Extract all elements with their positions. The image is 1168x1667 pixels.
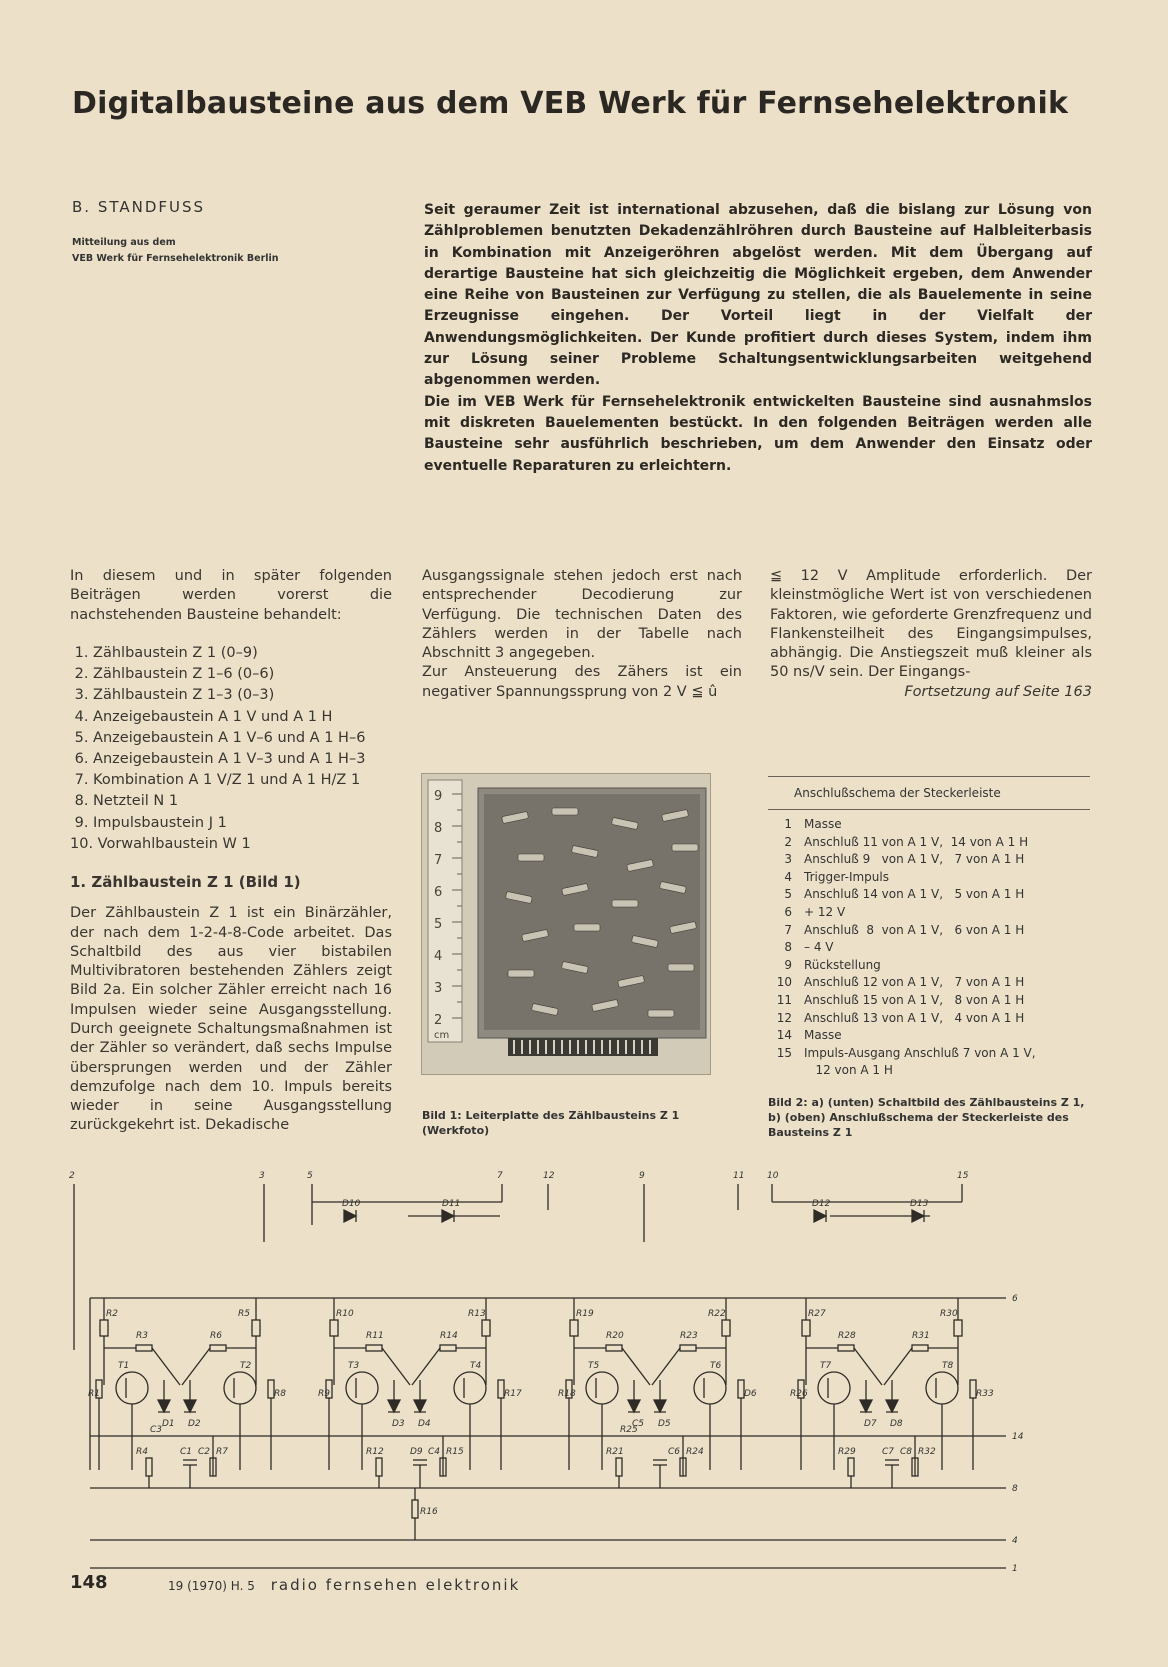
schematic-label: R18 [558,1389,576,1399]
baustein-list-item: 10. Vorwahlbaustein W 1 [70,835,251,852]
pin-row [768,957,1090,975]
resistor [570,1320,578,1336]
pin-row [768,851,1090,869]
schematic-label: D2 [188,1419,201,1429]
schematic-label: C2 [198,1447,211,1457]
schematic-label: D7 [864,1419,877,1429]
schematic-label: R10 [336,1309,354,1319]
schematic-label: T2 [240,1361,252,1371]
author: B. STANDFUSS [72,198,206,216]
schematic-label: C1 [180,1447,193,1457]
baustein-list-item: 4. Anzeigebaustein A 1 V und A 1 H [70,708,333,725]
schematic-wire [854,1348,882,1385]
baustein-list-item: 9. Impulsbaustein J 1 [70,814,227,831]
schematic-label: 5 [307,1171,313,1181]
schematic-label: R20 [606,1331,624,1341]
schematic-label: R3 [136,1331,148,1341]
baustein-list-item: 3. Zählbaustein Z 1–3 (0–3) [70,687,275,704]
schematic-label: T8 [942,1361,954,1371]
resistor [848,1458,854,1476]
pin-number: 3 [784,852,792,867]
pin-number: 8 [784,940,792,955]
schematic-label: D10 [342,1199,361,1209]
diode [414,1400,426,1412]
schematic-wire [622,1348,650,1385]
schematic-label: R17 [504,1389,522,1399]
schematic-label: R16 [420,1507,438,1517]
column-2 [422,567,742,702]
schematic-label: 15 [957,1171,969,1181]
ruler-unit: cm [434,1030,450,1041]
schematic-label: D11 [442,1199,461,1209]
transistor [116,1372,148,1404]
schematic-wire [884,1348,912,1385]
pin-description: Impuls-Ausgang Anschluß 7 von A 1 V, 12 von A 1 H [804,1045,1036,1078]
schematic-label: 14 [1012,1432,1024,1442]
board-component [648,1010,674,1017]
schematic-wire [412,1348,440,1385]
schematic-label: R1 [88,1389,100,1399]
ruler-tick-label: 9 [434,789,443,804]
schematic-label: R32 [918,1447,936,1457]
journal-issue: 19 (1970) H. 5 [168,1579,255,1593]
diode [654,1400,666,1412]
schematic-label: D5 [658,1419,671,1429]
pin-number: 12 [776,1010,792,1025]
baustein-list-item: 8. Netzteil N 1 [70,793,179,810]
diode [388,1400,400,1412]
footer [70,1572,521,1594]
pin-description: Anschluß 12 von A 1 V, 7 von A 1 H [804,975,1025,990]
board-component [612,900,638,907]
pin-description: Masse [804,817,842,831]
resistor [912,1345,928,1351]
schematic-label: R22 [708,1309,726,1319]
schematic-label: D12 [812,1199,831,1209]
pin-row [768,1045,1090,1080]
schematic-label: R8 [274,1389,286,1399]
schematic-label: 1 [1012,1564,1018,1574]
col1-intro: In diesem und in später folgenden Beiträgen werden vorerst die nachstehenden Bausteine behandelt: [70,568,392,623]
col3-text: ≦ 12 V Amplitude erforderlich. Der kleinstmögliche Wert ist von verschiedenen Faktoren, wie geforderte Grenzfrequenz und Flankensteilheit des Eingangsimpulses, abhängig. Die Anstiegszeit muß kleiner als 50 ns/V sein. Der Eingangs- [770,568,1092,681]
schematic-wire [382,1348,410,1385]
schematic-label: R6 [210,1331,222,1341]
pin-description: Anschluß 15 von A 1 V, 8 von A 1 H [804,992,1025,1007]
schematic-label: 4 [1012,1536,1018,1546]
pin-row [768,816,1090,834]
schematic-label: T4 [470,1361,482,1371]
schematic-label: R25 [620,1425,638,1435]
board-component [518,854,544,861]
diode [628,1400,640,1412]
page-number: 148 [70,1572,108,1593]
schematic-label: C6 [668,1447,681,1457]
schematic-label: R31 [912,1331,930,1341]
board-component [574,924,600,931]
ruler-tick-label: 8 [434,821,443,836]
pin-description: Anschluß 11 von A 1 V, 14 von A 1 H [804,834,1029,849]
resistor [722,1320,730,1336]
pin-number: 9 [784,957,792,972]
pin-number: 15 [776,1045,792,1060]
pin-row [768,904,1090,922]
pin-number: 5 [784,887,792,902]
diode [912,1210,924,1222]
resistor [330,1320,338,1336]
resistor [802,1320,810,1336]
resistor [616,1458,622,1476]
transistor [224,1372,256,1404]
schematic-label: C5 [632,1419,645,1429]
intro-abstract [424,200,1092,477]
ruler-tick-label: 4 [434,949,443,964]
pin-table-rows [768,816,1090,1080]
schematic-label: R30 [940,1309,958,1319]
resistor [136,1345,152,1351]
pin-description: Rückstellung [804,957,881,972]
pin-number: 6 [784,904,792,919]
counter-schematic [60,1170,1100,1574]
schematic-label: D1 [162,1419,175,1429]
schematic-label: R14 [440,1331,458,1341]
ruler-tick-label: 3 [434,981,443,996]
board-component [552,808,578,815]
schematic-label: R28 [838,1331,856,1341]
schematic-label: R29 [838,1447,856,1457]
pin-row [768,974,1090,992]
schematic-label: R7 [216,1447,228,1457]
pin-description: Masse [804,1028,842,1043]
schematic-label: 6 [1012,1294,1018,1304]
diode [860,1400,872,1412]
pin-number: 2 [784,834,792,849]
pin-row [768,992,1090,1010]
baustein-list-item: 5. Anzeigebaustein A 1 V–6 und A 1 H–6 [70,729,366,746]
pin-row [768,922,1090,940]
schematic-label: R11 [366,1331,384,1341]
board-component [672,844,698,851]
pin-number: 1 [784,817,792,831]
transistor [586,1372,618,1404]
schematic-label: D4 [418,1419,431,1429]
schematic-wire [182,1348,210,1385]
transistor [454,1372,486,1404]
schematic-label: R9 [318,1389,330,1399]
schematic-label: R15 [446,1447,464,1457]
affiliation-line-2: VEB Werk für Fernsehelektronik Berlin [72,253,279,264]
schematic-label: C7 [882,1447,895,1457]
pin-row [768,939,1090,957]
pin-table [768,776,1090,1080]
schematic-label: R13 [468,1309,486,1319]
pin-number: 14 [776,1028,792,1043]
schematic-label: 11 [733,1171,745,1181]
pin-number: 10 [776,975,792,990]
schematic-label: T7 [820,1361,832,1371]
pin-row [768,886,1090,904]
baustein-list-item: 6. Anzeigebaustein A 1 V–3 und A 1 H–3 [70,750,366,767]
intro-paragraph-1: Seit geraumer Zeit ist international abzusehen, daß die bislang zur Lösung von Zählproblemen benutzten Dekadenzählröhren durch Bausteine auf Halbleiterbasis in Kombination mit Anzeigeröhren abgelöst werden. Mit dem Übergang auf derartige Bausteine hat sich gleichzeitig die Möglichkeit ergeben, dem Anwender eine Reihe von Bausteinen zur Verfügung zu stellen, die als Bauelemente in seine Erzeugnisse eingehen. Der Vorteil liegt in der Vielfalt der Anwendungsmöglichkeiten. Der Kunde profitiert durch dieses System, indem ihm zur Lösung seiner Probleme Schaltungsentwicklungsarbeiten weitgehend abgenommen werden. [424,202,1092,389]
affiliation [72,235,332,267]
affiliation-line-1: Mitteilung aus dem [72,237,176,248]
schematic-wire [652,1348,680,1385]
schematic-label: 12 [543,1171,555,1181]
resistor [482,1320,490,1336]
diode [814,1210,826,1222]
pin-number: 11 [776,992,792,1007]
diode [158,1400,170,1412]
schematic-label: 2 [69,1171,75,1181]
baustein-list-item: 2. Zählbaustein Z 1–6 (0–6) [70,666,275,683]
schematic-label: 10 [767,1171,779,1181]
pin-description: Anschluß 8 von A 1 V, 6 von A 1 H [804,922,1025,937]
resistor [376,1458,382,1476]
column-1 [70,567,392,1136]
pin-description: + 12 V [804,904,846,919]
schematic-label: R5 [238,1309,250,1319]
resistor [146,1458,152,1476]
pin-row [768,1010,1090,1028]
schematic-label: R2 [106,1309,118,1319]
section-1-heading: 1. Zählbaustein Z 1 (Bild 1) [70,872,301,891]
transistor [926,1372,958,1404]
ruler-tick-label: 7 [434,853,443,868]
baustein-list [70,643,392,855]
resistor [366,1345,382,1351]
schematic-label: R12 [366,1447,384,1457]
board-component [508,970,534,977]
article-title: Digitalbausteine aus dem VEB Werk für Fernsehelektronik [72,86,1069,121]
resistor [412,1500,418,1518]
schematic-label: D13 [910,1199,929,1209]
resistor [440,1345,456,1351]
continued-note: Fortsetzung auf Seite 163 [904,683,1092,700]
schematic-label: 7 [497,1171,503,1181]
schematic-label: 8 [1012,1484,1018,1494]
pin-description: Trigger-Impuls [804,869,889,884]
pin-description: Anschluß 14 von A 1 V, 5 von A 1 H [804,887,1025,902]
caption-bild-1: Bild 1: Leiterplatte des Zählbausteins Z 1 (Werkfoto) [422,1109,680,1137]
schematic-wire [152,1348,180,1385]
schematic-label: D3 [392,1419,405,1429]
pin-description: – 4 V [804,940,834,955]
schematic-label: 9 [639,1171,645,1181]
diode [344,1210,356,1222]
schematic-label: C3 [150,1425,163,1435]
schematic-label: T3 [348,1361,360,1371]
pin-number: 4 [784,869,792,884]
intro-paragraph-2: Die im VEB Werk für Fernsehelektronik entwickelten Bausteine sind ausnahmslos mit diskreten Bauelementen bestückt. In den folgenden Beiträgen werden alle Bausteine sehr ausführlich beschrieben, um dem Anwender den Einsatz oder eventuelle Reparaturen zu erleichtern. [424,393,1092,474]
diode [886,1400,898,1412]
baustein-list-item: 1. Zählbaustein Z 1 (0–9) [70,644,258,661]
journal-name: radio fernsehen elektronik [270,1576,521,1594]
ruler-tick-label: 5 [434,917,443,932]
baustein-list-item: 7. Kombination A 1 V/Z 1 und A 1 H/Z 1 [70,772,361,789]
schematic-label: R4 [136,1447,148,1457]
schematic-label: T5 [588,1361,600,1371]
transistor [694,1372,726,1404]
schematic-label: D6 [744,1389,757,1399]
resistor [210,1345,226,1351]
journal-line [168,1576,520,1594]
schematic-label: R21 [606,1447,624,1457]
caption-bild-2: Bild 2: a) (unten) Schaltbild des Zählbausteins Z 1, b) (oben) Anschlußschema der Steckerleiste des Bausteins Z 1 [768,1096,1085,1139]
resistor [606,1345,622,1351]
resistor [954,1320,962,1336]
schematic-label: C8 [900,1447,913,1457]
schematic-label: 3 [259,1171,265,1181]
schematic-label: R23 [680,1331,698,1341]
resistor [680,1345,696,1351]
schematic-label: R24 [686,1447,704,1457]
col2-text-2: Zur Ansteuerung des Zähers ist ein negativer Spannungssprung von 2 V ≦ û [422,664,742,700]
resistor [100,1320,108,1336]
board-component [668,964,694,971]
diode [442,1210,454,1222]
pin-row [768,869,1090,887]
schematic-label: D9 [410,1447,423,1457]
schematic-label: R26 [790,1389,808,1399]
transistor [346,1372,378,1404]
schematic-label: D8 [890,1419,903,1429]
resistor [838,1345,854,1351]
schematic-label: R27 [808,1309,826,1319]
col2-text: Ausgangssignale stehen jedoch erst nach entsprechender Decodierung zur Verfügung. Die technischen Daten des Zählers werden in der Tabelle nach Abschnitt 3 angegeben. [422,568,742,662]
schematic-label: T1 [118,1361,130,1371]
pin-row [768,834,1090,852]
column-3 [770,567,1092,702]
resistor [252,1320,260,1336]
pin-number: 7 [784,922,792,937]
schematic-label: C4 [428,1447,441,1457]
diode [184,1400,196,1412]
pin-row [768,1027,1090,1045]
pin-table-title: Anschlußschema der Steckerleiste [794,786,1001,800]
circuit-board-photo [421,773,711,1075]
ruler-tick-label: 2 [434,1013,443,1028]
pin-description: Anschluß 9 von A 1 V, 7 von A 1 H [804,852,1025,867]
pin-description: Anschluß 13 von A 1 V, 4 von A 1 H [804,1010,1025,1025]
ruler-tick-label: 6 [434,885,443,900]
schematic-label: T6 [710,1361,722,1371]
schematic-label: R33 [976,1389,994,1399]
section-1-text: Der Zählbaustein Z 1 ist ein Binärzähler, der nach dem 1-2-4-8-Code arbeitet. Das Schaltbild des aus vier bistabilen Multivibratoren bestehenden Zählers zeigt Bild 2a. Ein solcher Zähler erreicht nach 16 Impulsen wieder seine Ausgangsstellung. Durch geeignete Schaltungsmaßnahmen ist der Zähler so verändert, daß sechs Impulse übersprungen werden und der Zähler demzufolge nach dem 10. Impuls bereits wieder in seine Ausgangsstellung zurückgekehrt ist. Dekadische [70,905,392,1134]
transistor [818,1372,850,1404]
schematic-label: R19 [576,1309,594,1319]
